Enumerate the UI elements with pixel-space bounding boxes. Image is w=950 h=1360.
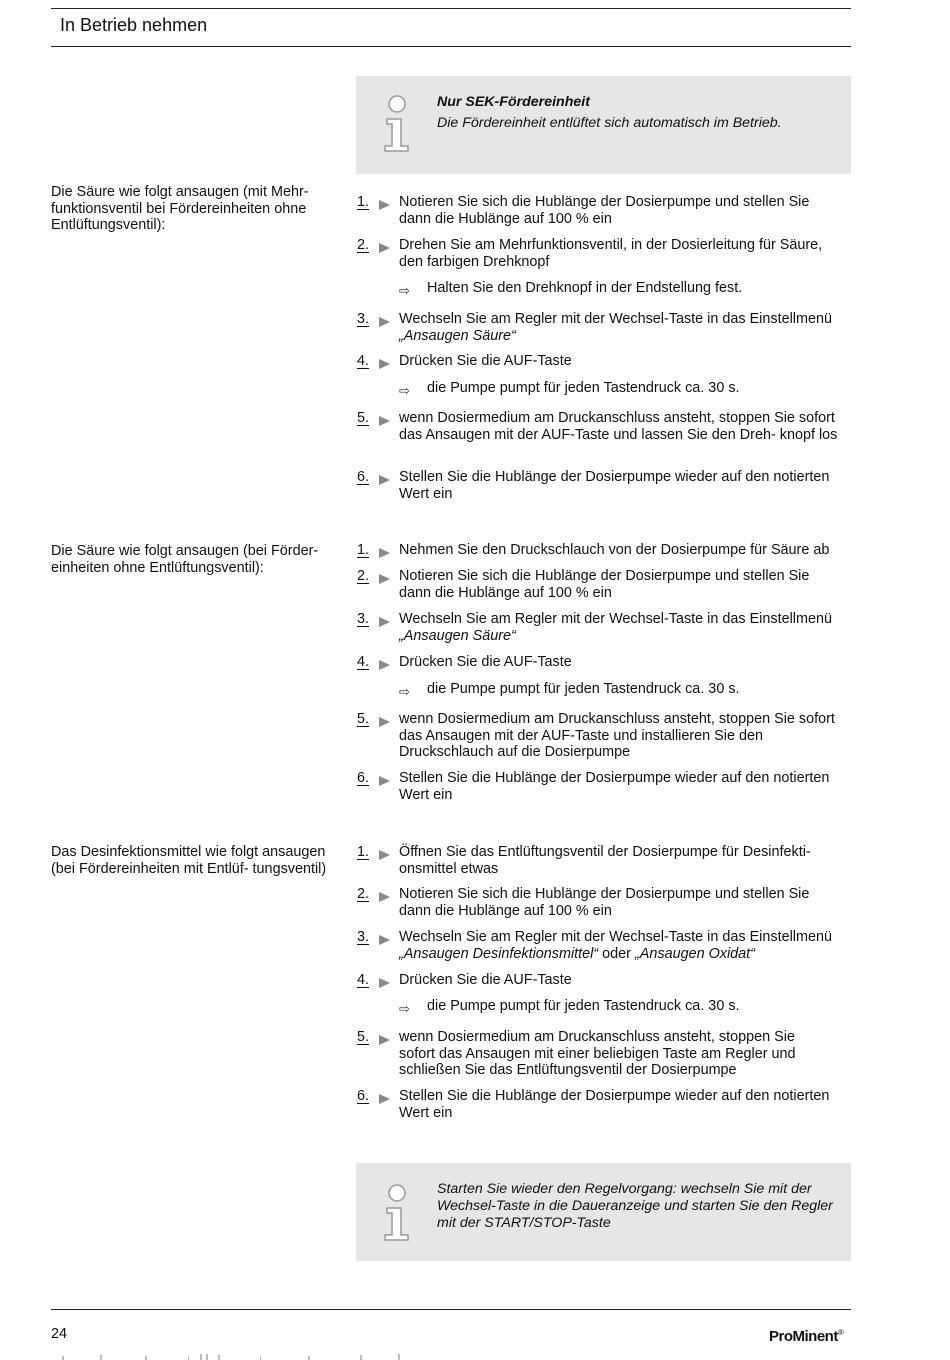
- result-arrow-icon: ⇨: [399, 383, 410, 398]
- step-text: Stellen Sie die Hublänge der Dosierpumpe wieder auf den notierten Wert ein: [399, 469, 830, 502]
- info-top-text: [437, 94, 837, 132]
- info-top-body: Die Fördereinheit entlüftet sich automatisch im Betrieb.: [437, 115, 782, 131]
- step-arrow-icon: [379, 1035, 391, 1045]
- step-arrow-icon: [379, 717, 391, 727]
- step-text: [399, 929, 859, 962]
- step-number: 6.: [357, 469, 393, 486]
- step-text: wenn Dosiermedium am Druckanschluss ansteht, stoppen Sie sofort das Ansaugen mit der AUF-Taste und lassen Sie den Dreh- knopf los: [399, 410, 838, 443]
- info-box-top: [356, 76, 851, 174]
- step-text: Stellen Sie die Hublänge der Dosierpumpe wieder auf den notierten Wert ein: [399, 770, 830, 803]
- step-arrow-icon: [379, 776, 391, 786]
- info-bottom-text: Starten Sie wieder den Regelvorgang: wechseln Sie mit der Wechsel-Taste in die Daueranzeige und starten Sie den Regler mit der START/STOP-Taste: [437, 1181, 833, 1231]
- step-number: 5.: [357, 1029, 393, 1046]
- section-label: Das Desinfektionsmittel wie folgt ansaugen (bei Fördereinheiten mit Entlüf- tungsventil): [51, 844, 327, 877]
- step-arrow-icon: [379, 660, 391, 670]
- step-number: 6.: [357, 770, 393, 787]
- step-number: 1.: [357, 542, 393, 559]
- step-text: [399, 611, 859, 644]
- step-arrow-icon: [379, 617, 391, 627]
- step-number: 1.: [357, 194, 393, 211]
- result-arrow-icon: ⇨: [399, 283, 410, 298]
- section-label: Die Säure wie folgt ansaugen (bei Förder- einheiten ohne Entlüftungsventil):: [51, 543, 319, 576]
- header-top-rule: [51, 8, 851, 9]
- info-icon: [380, 1183, 414, 1243]
- step-number: 4.: [357, 972, 393, 989]
- step-number: 2.: [357, 886, 393, 903]
- step-number: 5.: [357, 711, 393, 728]
- step-arrow-icon: [379, 574, 391, 584]
- step-text: Notieren Sie sich die Hublänge der Dosierpumpe und stellen Sie dann die Hublänge auf 100 % ein: [399, 568, 810, 601]
- step-text-main: Wechseln Sie am Regler mit der Wechsel-Taste in das Einstellmenü: [399, 929, 832, 945]
- step-text: Drücken Sie die AUF-Taste: [399, 353, 572, 369]
- step-number: 2.: [357, 237, 393, 254]
- step-text: wenn Dosiermedium am Druckanschluss ansteht, stoppen Sie sofort das Ansaugen mit einer beliebigen Taste am Regler und schließen Sie das Entlüftungsventil der Dosierpumpe: [399, 1029, 796, 1078]
- brand-logo: [769, 1328, 843, 1345]
- step-text: Drehen Sie am Mehrfunktionsventil, in der Dosierleitung für Säure, den farbigen Drehknopf: [399, 237, 823, 270]
- registered-mark: ®: [837, 1328, 844, 1337]
- step-number: 5.: [357, 410, 393, 427]
- step-arrow-icon: [379, 978, 391, 988]
- step-number: 6.: [357, 1088, 393, 1105]
- step-arrow-icon: [379, 850, 391, 860]
- info-icon: [380, 94, 414, 154]
- step-arrow-icon: [379, 548, 391, 558]
- info-top-title: Nur SEK-Fördereinheit: [437, 94, 590, 110]
- step-arrow-icon: [379, 475, 391, 485]
- step-arrow-icon: [379, 1094, 391, 1104]
- step-arrow-icon: [379, 317, 391, 327]
- step-number: 4.: [357, 353, 393, 370]
- result-arrow-icon: ⇨: [399, 684, 410, 699]
- step-arrow-icon: [379, 935, 391, 945]
- step-text-main: Wechseln Sie am Regler mit der Wechsel-Taste in das Einstellmenü: [399, 311, 832, 327]
- step-result: die Pumpe pumpt für jeden Tastendruck ca. 30 s.: [427, 681, 740, 697]
- step-text: wenn Dosiermedium am Druckanschluss ansteht, stoppen Sie sofort das Ansaugen mit der AUF-Taste und installieren Sie den Druckschlauch auf die Dosierpumpe: [399, 711, 835, 760]
- step-text-main: Wechseln Sie am Regler mit der Wechsel-Taste in das Einstellmenü: [399, 611, 832, 627]
- menu-name: „Ansaugen Säure“: [399, 627, 516, 644]
- menu-name: „Ansaugen Desinfektionsmittel“: [399, 945, 599, 962]
- menu-name: „Ansaugen Säure“: [399, 327, 516, 344]
- step-text: Nehmen Sie den Druckschlauch von der Dosierpumpe für Säure ab: [399, 542, 830, 558]
- brand-logo-text: ProMinent: [769, 1328, 838, 1345]
- step-number: 4.: [357, 654, 393, 671]
- step-arrow-icon: [379, 200, 391, 210]
- step-arrow-icon: [379, 892, 391, 902]
- page-title: In Betrieb nehmen: [60, 15, 208, 35]
- step-arrow-icon: [379, 416, 391, 426]
- step-text: Notieren Sie sich die Hublänge der Dosierpumpe und stellen Sie dann die Hublänge auf 100 % ein: [399, 886, 810, 919]
- result-arrow-icon: ⇨: [399, 1001, 410, 1016]
- step-number: 3.: [357, 611, 393, 628]
- scan-artifact: [60, 1354, 420, 1360]
- info-box-bottom: [356, 1163, 851, 1261]
- menu-name-alt: „Ansaugen Oxidat“: [634, 945, 755, 962]
- footer-rule: [51, 1309, 851, 1310]
- step-arrow-icon: [379, 359, 391, 369]
- step-result: die Pumpe pumpt für jeden Tastendruck ca. 30 s.: [427, 380, 740, 396]
- step-text: [399, 311, 859, 344]
- step-number: 3.: [357, 929, 393, 946]
- step-number: 2.: [357, 568, 393, 585]
- header-bottom-rule: [51, 46, 851, 47]
- menu-join: oder: [602, 945, 631, 962]
- step-text: Drücken Sie die AUF-Taste: [399, 654, 572, 670]
- menu-line: [399, 946, 859, 963]
- step-arrow-icon: [379, 243, 391, 253]
- step-result: Halten Sie den Drehknopf in der Endstellung fest.: [427, 280, 743, 296]
- step-text: Notieren Sie sich die Hublänge der Dosierpumpe und stellen Sie dann die Hublänge auf 100 % ein: [399, 194, 810, 227]
- step-text: Stellen Sie die Hublänge der Dosierpumpe wieder auf den notierten Wert ein: [399, 1088, 830, 1121]
- section-label: Die Säure wie folgt ansaugen (mit Mehr- funktionsventil bei Fördereinheiten ohne Entlüftungsventil):: [51, 184, 309, 233]
- page-number: 24: [51, 1326, 68, 1342]
- step-text: Drücken Sie die AUF-Taste: [399, 972, 572, 988]
- step-text: Öffnen Sie das Entlüftungsventil der Dosierpumpe für Desinfekti- onsmittel etwas: [399, 844, 811, 877]
- step-number: 3.: [357, 311, 393, 328]
- step-result: die Pumpe pumpt für jeden Tastendruck ca. 30 s.: [427, 998, 740, 1014]
- step-number: 1.: [357, 844, 393, 861]
